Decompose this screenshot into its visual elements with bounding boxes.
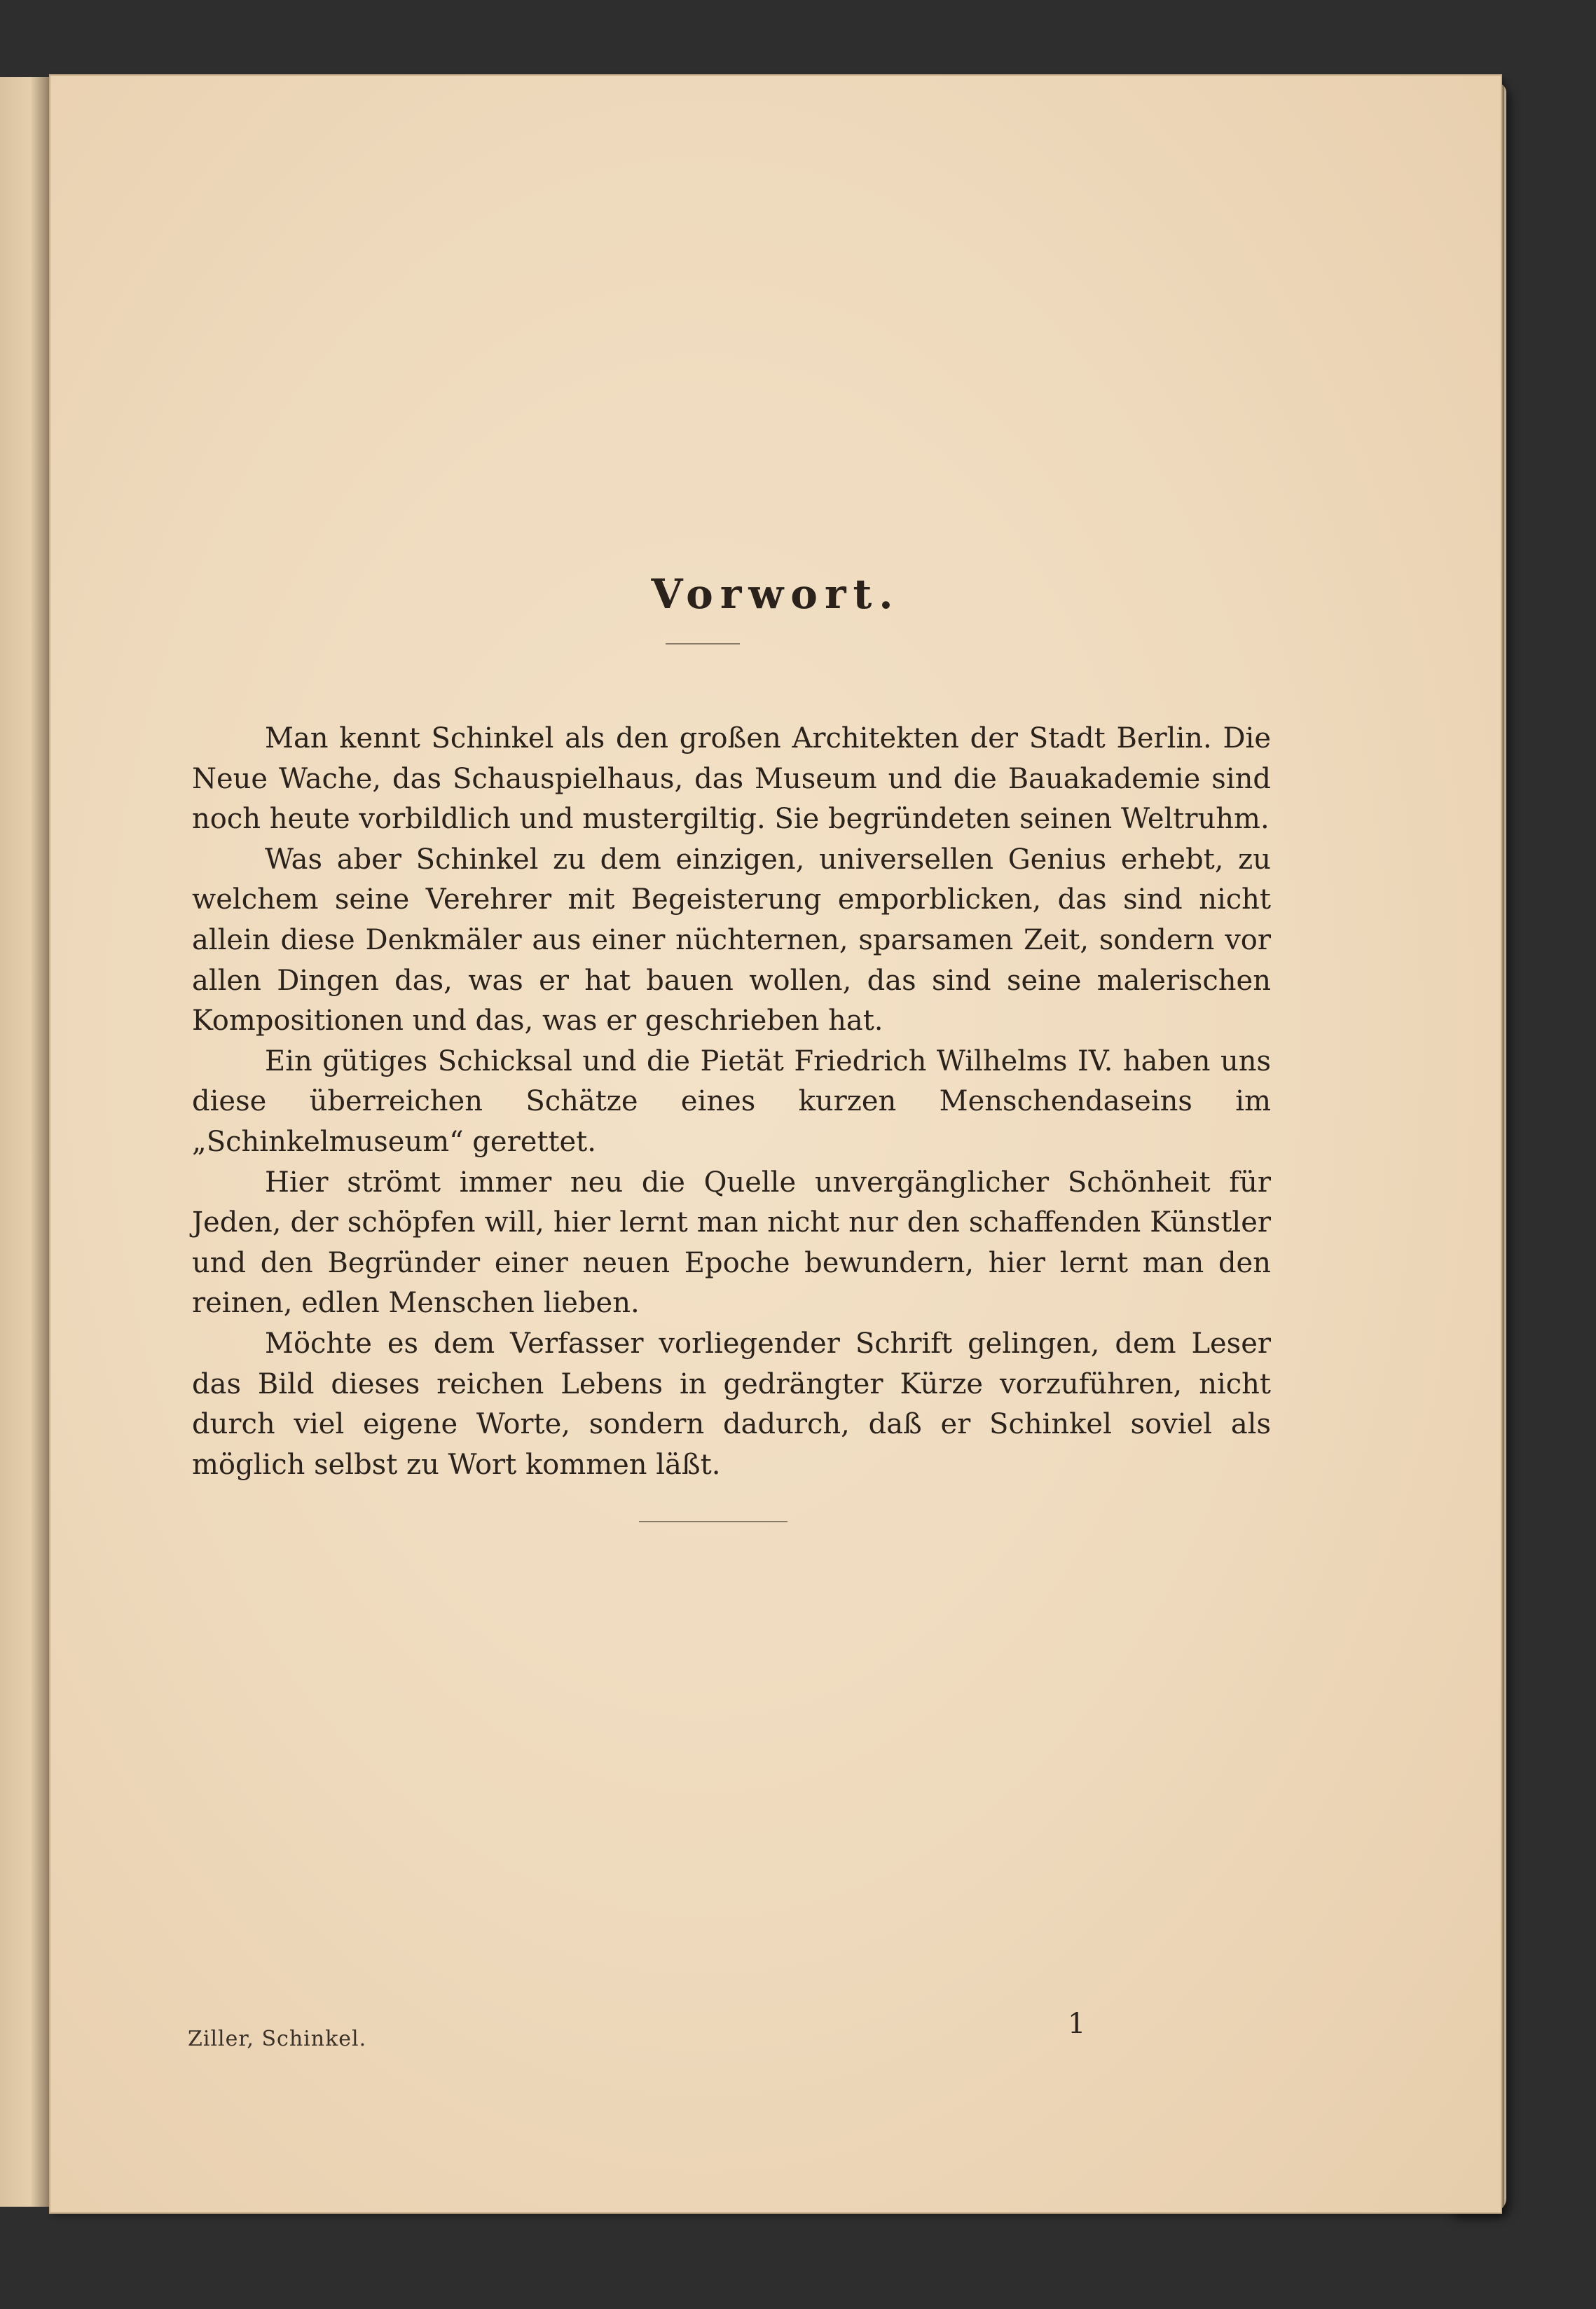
paragraph-1: Man kennt Schinkel als den großen Architekten der Stadt Berlin. Die Neue Wache, das Schauspielhaus, das Museum und die Bauakademie sind noch heute vorbildlich und mustergiltig. Sie begründeten seinen Weltruhm. [192,722,1271,836]
title-divider [666,643,740,645]
page-number: 1 [1068,2008,1086,2040]
left-page-edge [0,77,50,2207]
page-title: Vorwort. [651,570,900,618]
paragraph-4: Hier strömt immer neu die Quelle unvergänglicher Schönheit für Jeden, der schöpfen will, hier lernt man nicht nur den schaffenden Künstler und den Begründer einer neuen Epoche bewundern, hier lernt man den reinen, edlen Menschen lieben. [192,1166,1271,1320]
book-page [50,76,1501,2212]
paragraph-5: Möchte es dem Verfasser vorliegender Schrift gelingen, dem Leser das Bild dieses reichen Lebens in gedrängter Kürze vorzuführen, nicht durch viel eigene Worte, sondern dadurch, daß er Schinkel soviel als möglich selbst zu Wort kommen läßt. [192,1327,1271,1481]
paragraph-3: Ein gütiges Schicksal und die Pietät Friedrich Wilhelms IV. haben uns diese überreichen Schätze eines kurzen Menschendaseins im „Schinkelmuseum“ gerettet. [192,1045,1271,1158]
paragraph-2: Was aber Schinkel zu dem einzigen, universellen Genius erhebt, zu welchem seine Verehrer mit Begeisterung emporblicken, das sind nicht allein diese Denkmäler aus einer nüchternen, sparsamen Zeit, sondern vor allen Dingen das, was er hat bauen wollen, das sind seine malerischen Kompositionen und das, was er geschrieben hat. [192,843,1271,1038]
preface-body [192,719,1271,1485]
end-divider [639,1521,787,1522]
footer-signature: Ziller, Schinkel. [188,2027,367,2051]
